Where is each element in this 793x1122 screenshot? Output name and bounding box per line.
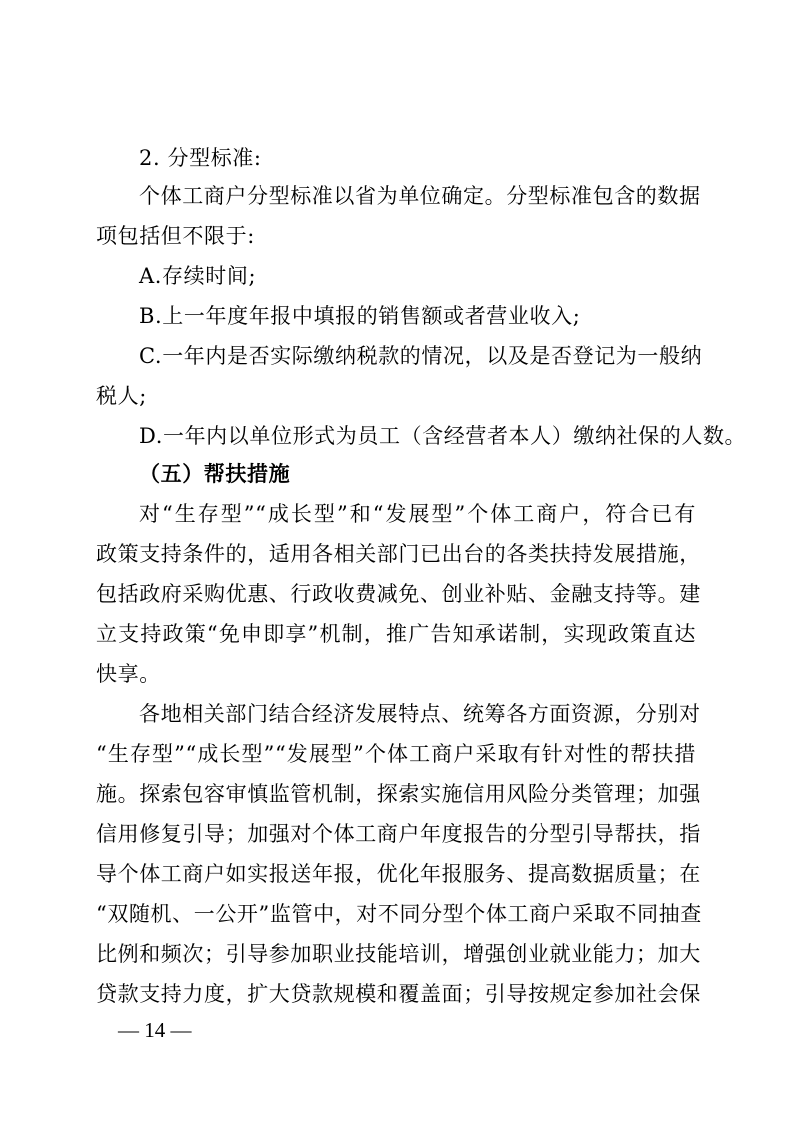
list-item-a: A.存续时间;: [139, 264, 257, 288]
paragraph-line: 比例和频次；引导参加职业技能培训，增强创业就业能力；加大: [96, 942, 701, 966]
paragraph-line: 政策支持条件的，适用各相关部门已出台的各类扶持发展措施，: [96, 542, 701, 566]
page-number: — 14 —: [118, 1018, 192, 1042]
paragraph-line: 施。探索包容审慎监管机制，探索实施信用风险分类管理；加强: [96, 782, 701, 806]
paragraph-line: 个体工商户分型标准以省为单位确定。分型标准包含的数据: [139, 184, 701, 208]
paragraph-line: 包括政府采购优惠、行政收费减免、创业补贴、金融支持等。建: [96, 582, 701, 606]
list-item-b: B.上一年度年报中填报的销售额或者营业收入;: [139, 304, 581, 328]
paragraph-line: 对“生存型”“成长型”和“发展型”个体工商户，符合已有: [139, 502, 696, 526]
paragraph-line: 项包括但不限于:: [96, 224, 255, 248]
list-item-c-continued: 税人;: [96, 384, 147, 408]
section-heading-support-measures: （五）帮扶措施: [139, 461, 291, 486]
list-item-c: C.一年内是否实际缴纳税款的情况，以及是否登记为一般纳: [139, 344, 703, 368]
paragraph-line: 快享。: [96, 662, 161, 686]
paragraph-line: 信用修复引导；加强对个体工商户年度报告的分型引导帮扶，指: [96, 822, 701, 846]
paragraph-line: 各地相关部门结合经济发展特点、统筹各方面资源，分别对: [139, 702, 701, 726]
heading-classification-standard: 2. 分型标准:: [139, 146, 262, 170]
list-item-d: D.一年内以单位形式为员工（含经营者本人）缴纳社保的人数。: [139, 424, 747, 448]
paragraph-line: “生存型”“成长型”“发展型”个体工商户采取有针对性的帮扶措: [96, 742, 696, 766]
paragraph-line: 立支持政策“免申即享”机制，推广告知承诺制，实现政策直达: [96, 622, 696, 646]
paragraph-line: “双随机、一公开”监管中，对不同分型个体工商户采取不同抽查: [96, 902, 702, 926]
paragraph-line: 贷款支持力度，扩大贷款规模和覆盖面；引导按规定参加社会保: [96, 982, 701, 1006]
paragraph-line: 导个体工商户如实报送年报，优化年报服务、提高数据质量；在: [96, 862, 701, 886]
